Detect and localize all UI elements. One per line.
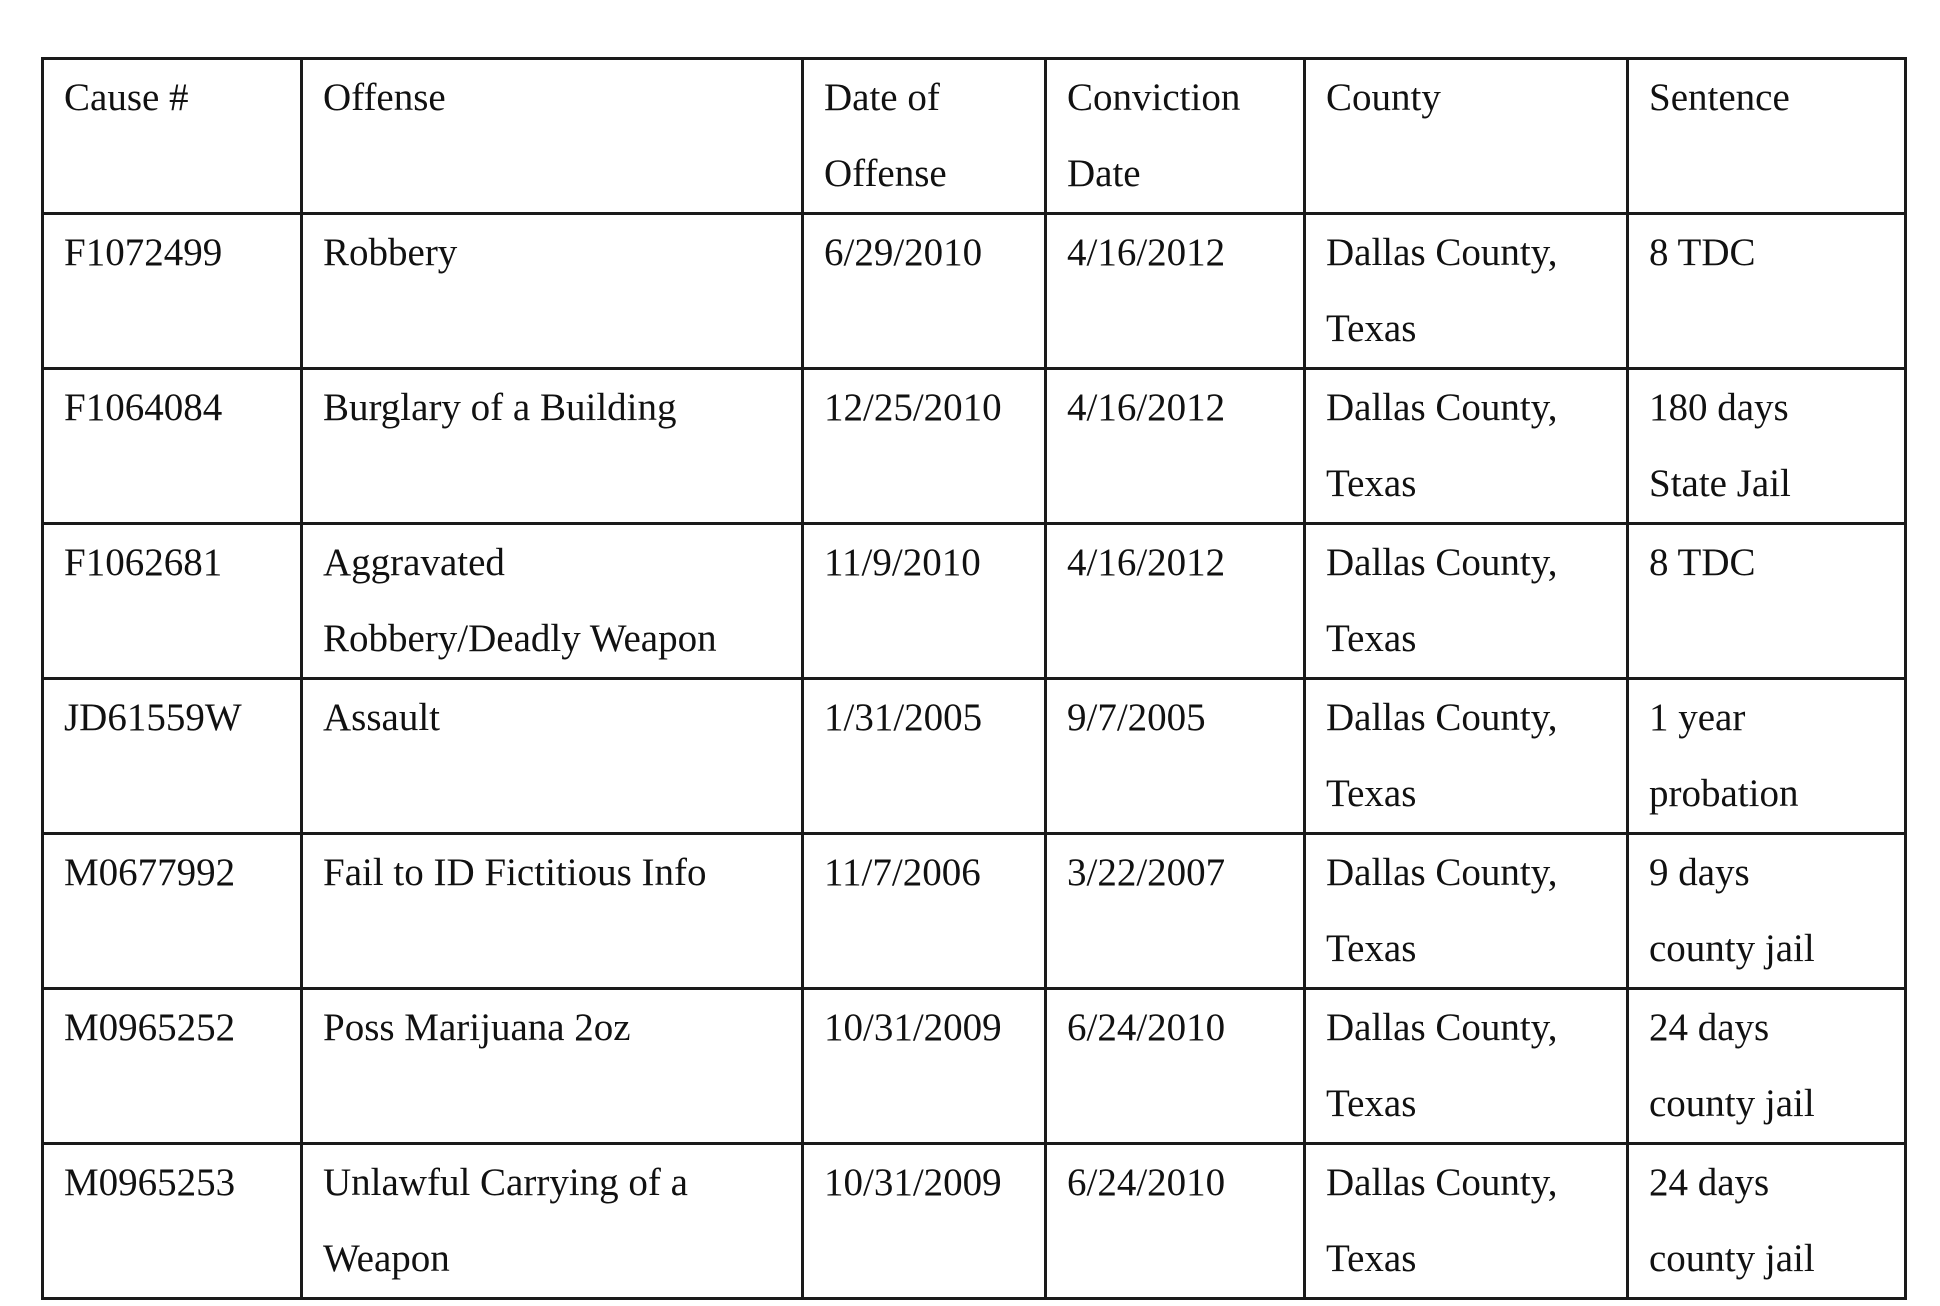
cell-text-line: Conviction: [1067, 76, 1241, 119]
cell-sentence: [1628, 214, 1906, 369]
cell-county: [1305, 524, 1628, 679]
cell-text-line: Texas: [1326, 617, 1417, 660]
cell-sentence: [1628, 679, 1906, 834]
cell-offense: [302, 989, 803, 1144]
cell-sentence: [1628, 369, 1906, 524]
cell-text-line: Dallas County,: [1326, 1006, 1558, 1049]
cell-text-line: 8 TDC: [1649, 541, 1756, 584]
cell-text-line: 10/31/2009: [824, 1161, 1002, 1204]
cell-conviction-date: [1046, 1144, 1305, 1299]
cell-text-line: Poss Marijuana 2oz: [323, 1006, 631, 1049]
cell-text-line: Offense: [323, 76, 446, 119]
cell-text-line: 4/16/2012: [1067, 386, 1226, 429]
cell-conviction-date: [1046, 989, 1305, 1144]
cell-text-line: county jail: [1649, 927, 1815, 970]
cell-text-line: County: [1326, 76, 1441, 119]
cell-sentence: [1628, 834, 1906, 989]
header-cell-county: [1305, 59, 1628, 214]
cell-text-line: 10/31/2009: [824, 1006, 1002, 1049]
cell-cause-number: [43, 1144, 302, 1299]
cell-text-line: F1072499: [64, 231, 223, 274]
table-row: [43, 369, 1906, 524]
cell-text-line: 3/22/2007: [1067, 851, 1226, 894]
cell-offense: [302, 524, 803, 679]
cell-county: [1305, 214, 1628, 369]
cell-offense: [302, 679, 803, 834]
cell-offense: [302, 214, 803, 369]
cell-text-line: Texas: [1326, 772, 1417, 815]
cell-text-line: 4/16/2012: [1067, 231, 1226, 274]
cell-sentence: [1628, 1144, 1906, 1299]
cell-text-line: Texas: [1326, 1082, 1417, 1125]
cell-text-line: Sentence: [1649, 76, 1790, 119]
cell-offense: [302, 1144, 803, 1299]
cell-text-line: State Jail: [1649, 462, 1791, 505]
cell-conviction-date: [1046, 524, 1305, 679]
cell-offense: [302, 834, 803, 989]
criminal-history-table: [41, 57, 1907, 1300]
cell-text-line: Aggravated: [323, 541, 505, 584]
cell-text-line: 1 year: [1649, 696, 1746, 739]
cell-text-line: Dallas County,: [1326, 851, 1558, 894]
cell-text-line: Dallas County,: [1326, 696, 1558, 739]
table-row: [43, 214, 1906, 369]
cell-text-line: M0677992: [64, 851, 236, 894]
cell-conviction-date: [1046, 369, 1305, 524]
cell-text-line: Weapon: [323, 1237, 450, 1280]
cell-text-line: 12/25/2010: [824, 386, 1002, 429]
cell-cause-number: [43, 989, 302, 1144]
cell-conviction-date: [1046, 679, 1305, 834]
cell-text-line: Date: [1067, 152, 1141, 195]
cell-text-line: Unlawful Carrying of a: [323, 1161, 688, 1204]
cell-text-line: M0965252: [64, 1006, 236, 1049]
cell-cause-number: [43, 524, 302, 679]
header-cell-conviction-date: [1046, 59, 1305, 214]
cell-text-line: county jail: [1649, 1237, 1815, 1280]
cell-text-line: 4/16/2012: [1067, 541, 1226, 584]
header-row: [43, 59, 1906, 214]
cell-text-line: 11/9/2010: [824, 541, 981, 584]
cell-text-line: Texas: [1326, 307, 1417, 350]
cell-text-line: M0965253: [64, 1161, 236, 1204]
cell-text-line: Texas: [1326, 927, 1417, 970]
cell-county: [1305, 834, 1628, 989]
cell-text-line: 9/7/2005: [1067, 696, 1206, 739]
cell-text-line: 6/29/2010: [824, 231, 983, 274]
cell-date-of-offense: [803, 989, 1046, 1144]
cell-date-of-offense: [803, 834, 1046, 989]
cell-date-of-offense: [803, 1144, 1046, 1299]
cell-sentence: [1628, 989, 1906, 1144]
cell-text-line: 8 TDC: [1649, 231, 1756, 274]
cell-conviction-date: [1046, 834, 1305, 989]
cell-text-line: F1064084: [64, 386, 223, 429]
table-row: [43, 679, 1906, 834]
cell-date-of-offense: [803, 369, 1046, 524]
cell-text-line: Dallas County,: [1326, 1161, 1558, 1204]
cell-text-line: Fail to ID Fictitious Info: [323, 851, 707, 894]
cell-text-line: 6/24/2010: [1067, 1161, 1226, 1204]
cell-date-of-offense: [803, 214, 1046, 369]
table-body: [43, 59, 1906, 1299]
table-row: [43, 524, 1906, 679]
cell-date-of-offense: [803, 524, 1046, 679]
table-row: [43, 834, 1906, 989]
cell-text-line: JD61559W: [64, 696, 242, 739]
table-row: [43, 1144, 1906, 1299]
cell-cause-number: [43, 679, 302, 834]
cell-text-line: Texas: [1326, 462, 1417, 505]
cell-text-line: 180 days: [1649, 386, 1789, 429]
cell-county: [1305, 369, 1628, 524]
cell-text-line: Cause #: [64, 76, 189, 119]
cell-county: [1305, 1144, 1628, 1299]
cell-conviction-date: [1046, 214, 1305, 369]
cell-text-line: probation: [1649, 772, 1799, 815]
cell-text-line: county jail: [1649, 1082, 1815, 1125]
header-cell-sentence: [1628, 59, 1906, 214]
cell-text-line: 6/24/2010: [1067, 1006, 1226, 1049]
cell-offense: [302, 369, 803, 524]
header-cell-date-of-offense: [803, 59, 1046, 214]
cell-date-of-offense: [803, 679, 1046, 834]
cell-cause-number: [43, 369, 302, 524]
cell-cause-number: [43, 834, 302, 989]
cell-text-line: Dallas County,: [1326, 231, 1558, 274]
cell-text-line: 24 days: [1649, 1161, 1770, 1204]
cell-text-line: Dallas County,: [1326, 386, 1558, 429]
cell-cause-number: [43, 214, 302, 369]
cell-text-line: 1/31/2005: [824, 696, 983, 739]
cell-county: [1305, 989, 1628, 1144]
header-cell-cause-number: [43, 59, 302, 214]
cell-text-line: Assault: [323, 696, 440, 739]
cell-text-line: 9 days: [1649, 851, 1750, 894]
cell-text-line: Robbery: [323, 231, 458, 274]
cell-text-line: Robbery/Deadly Weapon: [323, 617, 717, 660]
cell-text-line: Date of: [824, 76, 940, 119]
cell-text-line: Texas: [1326, 1237, 1417, 1280]
cell-county: [1305, 679, 1628, 834]
cell-text-line: Burglary of a Building: [323, 386, 677, 429]
cell-text-line: F1062681: [64, 541, 223, 584]
cell-text-line: Offense: [824, 152, 947, 195]
cell-text-line: 11/7/2006: [824, 851, 981, 894]
header-cell-offense: [302, 59, 803, 214]
cell-sentence: [1628, 524, 1906, 679]
table-row: [43, 989, 1906, 1144]
cell-text-line: 24 days: [1649, 1006, 1770, 1049]
cell-text-line: Dallas County,: [1326, 541, 1558, 584]
